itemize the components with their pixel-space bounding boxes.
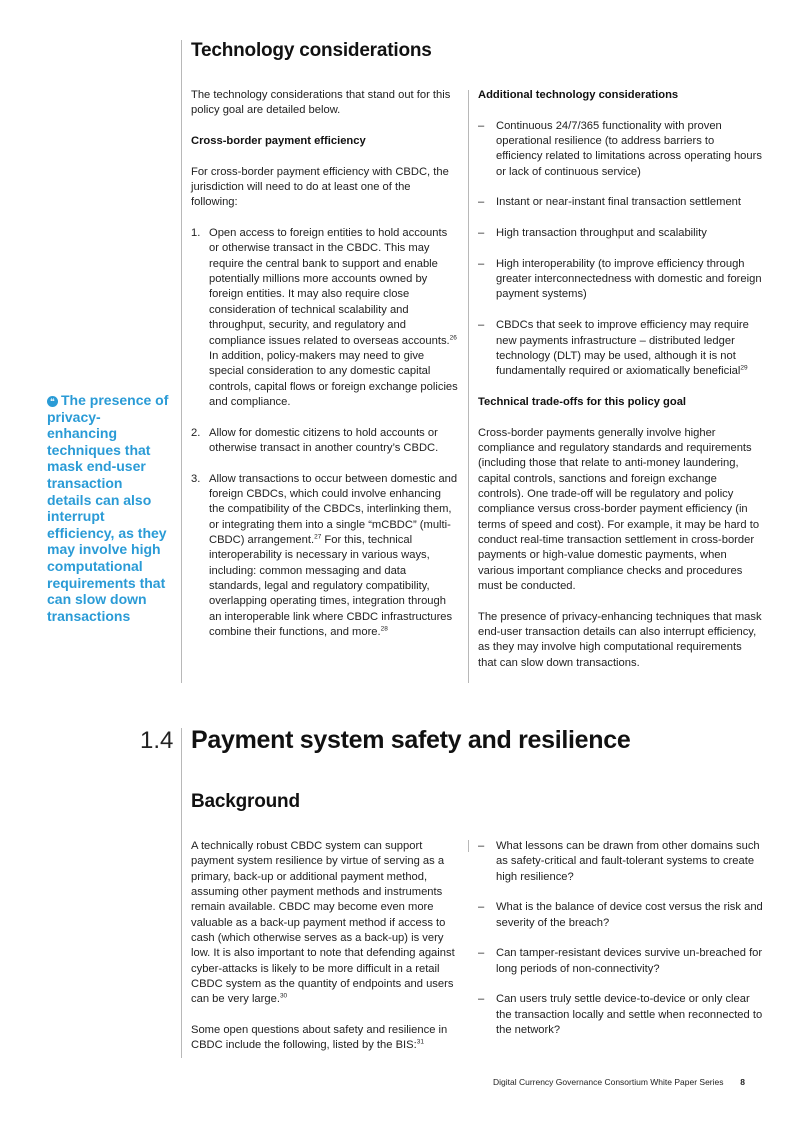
column-divider-rule	[468, 90, 469, 683]
quote-icon: ❝	[47, 396, 58, 407]
list-item	[478, 257, 763, 303]
footnote-ref[interactable]: 28	[380, 625, 388, 633]
dash-bullet: –	[478, 196, 485, 209]
list-item	[191, 226, 458, 410]
question-item	[478, 946, 763, 977]
footer-series: Digital Currency Governance Consortium White Paper Series	[492, 1077, 724, 1087]
background-paragraph-2: Some open questions about safety and resilience in CBDC include the following, listed by the BIS:$^{31}$	[191, 1024, 448, 1052]
tradeoffs-heading: Technical trade-offs for this policy goal	[478, 395, 687, 408]
intro-paragraph: The technology considerations that stand out for this policy goal are detailed below.	[191, 89, 451, 117]
list-item-text: Allow transactions to occur between domestic and foreign CBDCs, which could involve enhancing the compatibility of the CBDCs, interlinking them, or integrating them into a single “mCBDC” (multi-CBDC) arrangement.	[209, 472, 458, 546]
section-subtitle: Background	[191, 791, 300, 812]
dash-bullet: –	[478, 257, 485, 270]
question-item	[478, 839, 763, 885]
list-item-text-cont: For this, technical interoperability is necessary in various ways, including: common messaging and data standards, legal and regulatory compatibility, overlapping operating times, integration through an interoperable link where CBDC infrastructures combine their functions, and more.	[209, 533, 453, 639]
additional-considerations-heading: Additional technology considerations	[478, 89, 679, 101]
pull-quote	[47, 392, 169, 624]
list-item-text: Open access to foreign entities to hold accounts or otherwise transact in the CBDC. This may require the central bank to support and enable potentially millions more accounts owned by foreign entities. It may also require close consideration of technical scalability and throughput, security, and regulatory and compliance issues related to overseas accounts.	[209, 227, 450, 347]
question-text: Can tamper-resistant devices survive un-breached for long periods of non-connectivity?	[496, 947, 763, 975]
dash-bullet: –	[478, 840, 485, 852]
question-text: What lessons can be drawn from other domains such as safety-critical and fault-tolerant systems to create high resilience?	[496, 840, 760, 883]
question-text: Can users truly settle device-to-device or only clear the transaction locally and settle when reconnected to the network?	[496, 993, 763, 1037]
list-item-text: Continuous 24/7/365 functionality with proven operational resilience (to address barriers to efficiency related to limitations across operating hours or lack of continuous service)	[496, 119, 762, 178]
dash-bullet: –	[478, 947, 485, 960]
column-divider-rule-bottom	[468, 840, 469, 852]
list-item-text: CBDCs that seek to improve efficiency may require new payments infrastructure – distributed ledger technology (DLT) may be used, although it is not fundamentally required or axiomatically beneficial	[496, 319, 749, 378]
question-item	[478, 992, 763, 1038]
list-item-text-cont: In addition, policy-makers may need to give special consideration to any domestic capital controls, capital flows or foreign exchange policies and compliance.	[209, 349, 458, 408]
subheading-cross-border: Cross-border payment efficiency	[191, 135, 366, 148]
page-title: Technology considerations	[191, 40, 432, 61]
cross-border-paragraph: For cross-border payment efficiency with CBDC, the jurisdiction will need to do at least one of the following:	[191, 165, 449, 209]
list-item	[191, 472, 458, 641]
page-number: 8	[740, 1077, 745, 1087]
right-column	[478, 88, 763, 671]
dash-bullet: –	[478, 119, 485, 132]
footnote-ref[interactable]: 31	[416, 1038, 424, 1046]
list-item	[478, 226, 763, 241]
tradeoffs-paragraph-2: The presence of privacy-enhancing techniques that mask end-user transaction details can also interrupt efficiency, as they may involve high computational requirements that can slow down transactions.	[478, 610, 762, 669]
footer	[493, 1077, 745, 1087]
list-item-text: Allow for domestic citizens to hold accounts or otherwise transact in another country’s CBDC.	[209, 426, 439, 454]
background-left-column	[191, 839, 459, 1054]
section-title: Payment system safety and resilience	[191, 726, 631, 754]
dash-bullet: –	[478, 993, 485, 1006]
list-item	[191, 426, 458, 457]
left-margin-rule	[181, 40, 182, 683]
left-column	[191, 88, 458, 640]
list-number: 1.	[191, 227, 201, 240]
list-item-text: Instant or near-instant final transaction settlement	[496, 196, 742, 209]
tradeoffs-paragraph: Cross-border payments generally involve higher compliance and regulatory standards and requirements (including those that relate to anti-money laundering, capital controls, sanctions and foreign exchange controls). One trade-off will be regulatory and policy compliance versus cross-border payment efficiency (in terms of speed and cost). For example, it may be hard to conduct real-time transaction settlement in cross-border payments or high-value domestic payments, when various important compliance checks and procedures must be conducted.	[478, 426, 760, 592]
section-number: 1.4	[140, 727, 174, 754]
dash-bullet: –	[478, 227, 485, 240]
list-item	[478, 119, 763, 180]
list-item	[478, 195, 763, 210]
background-paragraph: A technically robust CBDC system can support payment system resilience by virtue of serving as a primary, back-up or additional payment method, assuming other payment methods and instruments remain available. CBDC may become even more valuable as a back-up payment method if access to cash (which otherwise serves as a back-up) is very low. It is also important to note that defending against cyber-attacks is likely to be more difficult in a retail CBDC system as the quantity of endpoints and users can be very large.$^{30}$	[191, 840, 455, 1006]
section-rule	[181, 728, 182, 1058]
footnote-ref[interactable]: 26	[449, 333, 457, 341]
list-item-text: High interoperability (to improve efficiency through greater interconnectedness with domestic and foreign payment systems)	[496, 257, 762, 301]
list-item-text: High transaction throughput and scalability	[496, 227, 707, 240]
pull-quote-text: The presence of privacy-enhancing techniques that mask end-user transaction details can also interrupt efficiency, as they may involve high computational requirements that can slow down transactions	[47, 392, 169, 624]
dash-bullet: –	[478, 319, 485, 332]
footnote-ref[interactable]: 27	[314, 533, 322, 541]
footnote-ref[interactable]: 30	[279, 992, 288, 1000]
background-right-column	[478, 839, 763, 1038]
list-item	[478, 318, 763, 379]
dash-bullet: –	[478, 901, 485, 914]
list-number: 2.	[191, 426, 201, 439]
footnote-ref[interactable]: 29	[740, 364, 748, 372]
list-number: 3.	[191, 472, 201, 485]
question-item	[478, 900, 763, 931]
question-text: What is the balance of device cost versus the risk and severity of the breach?	[496, 901, 763, 929]
